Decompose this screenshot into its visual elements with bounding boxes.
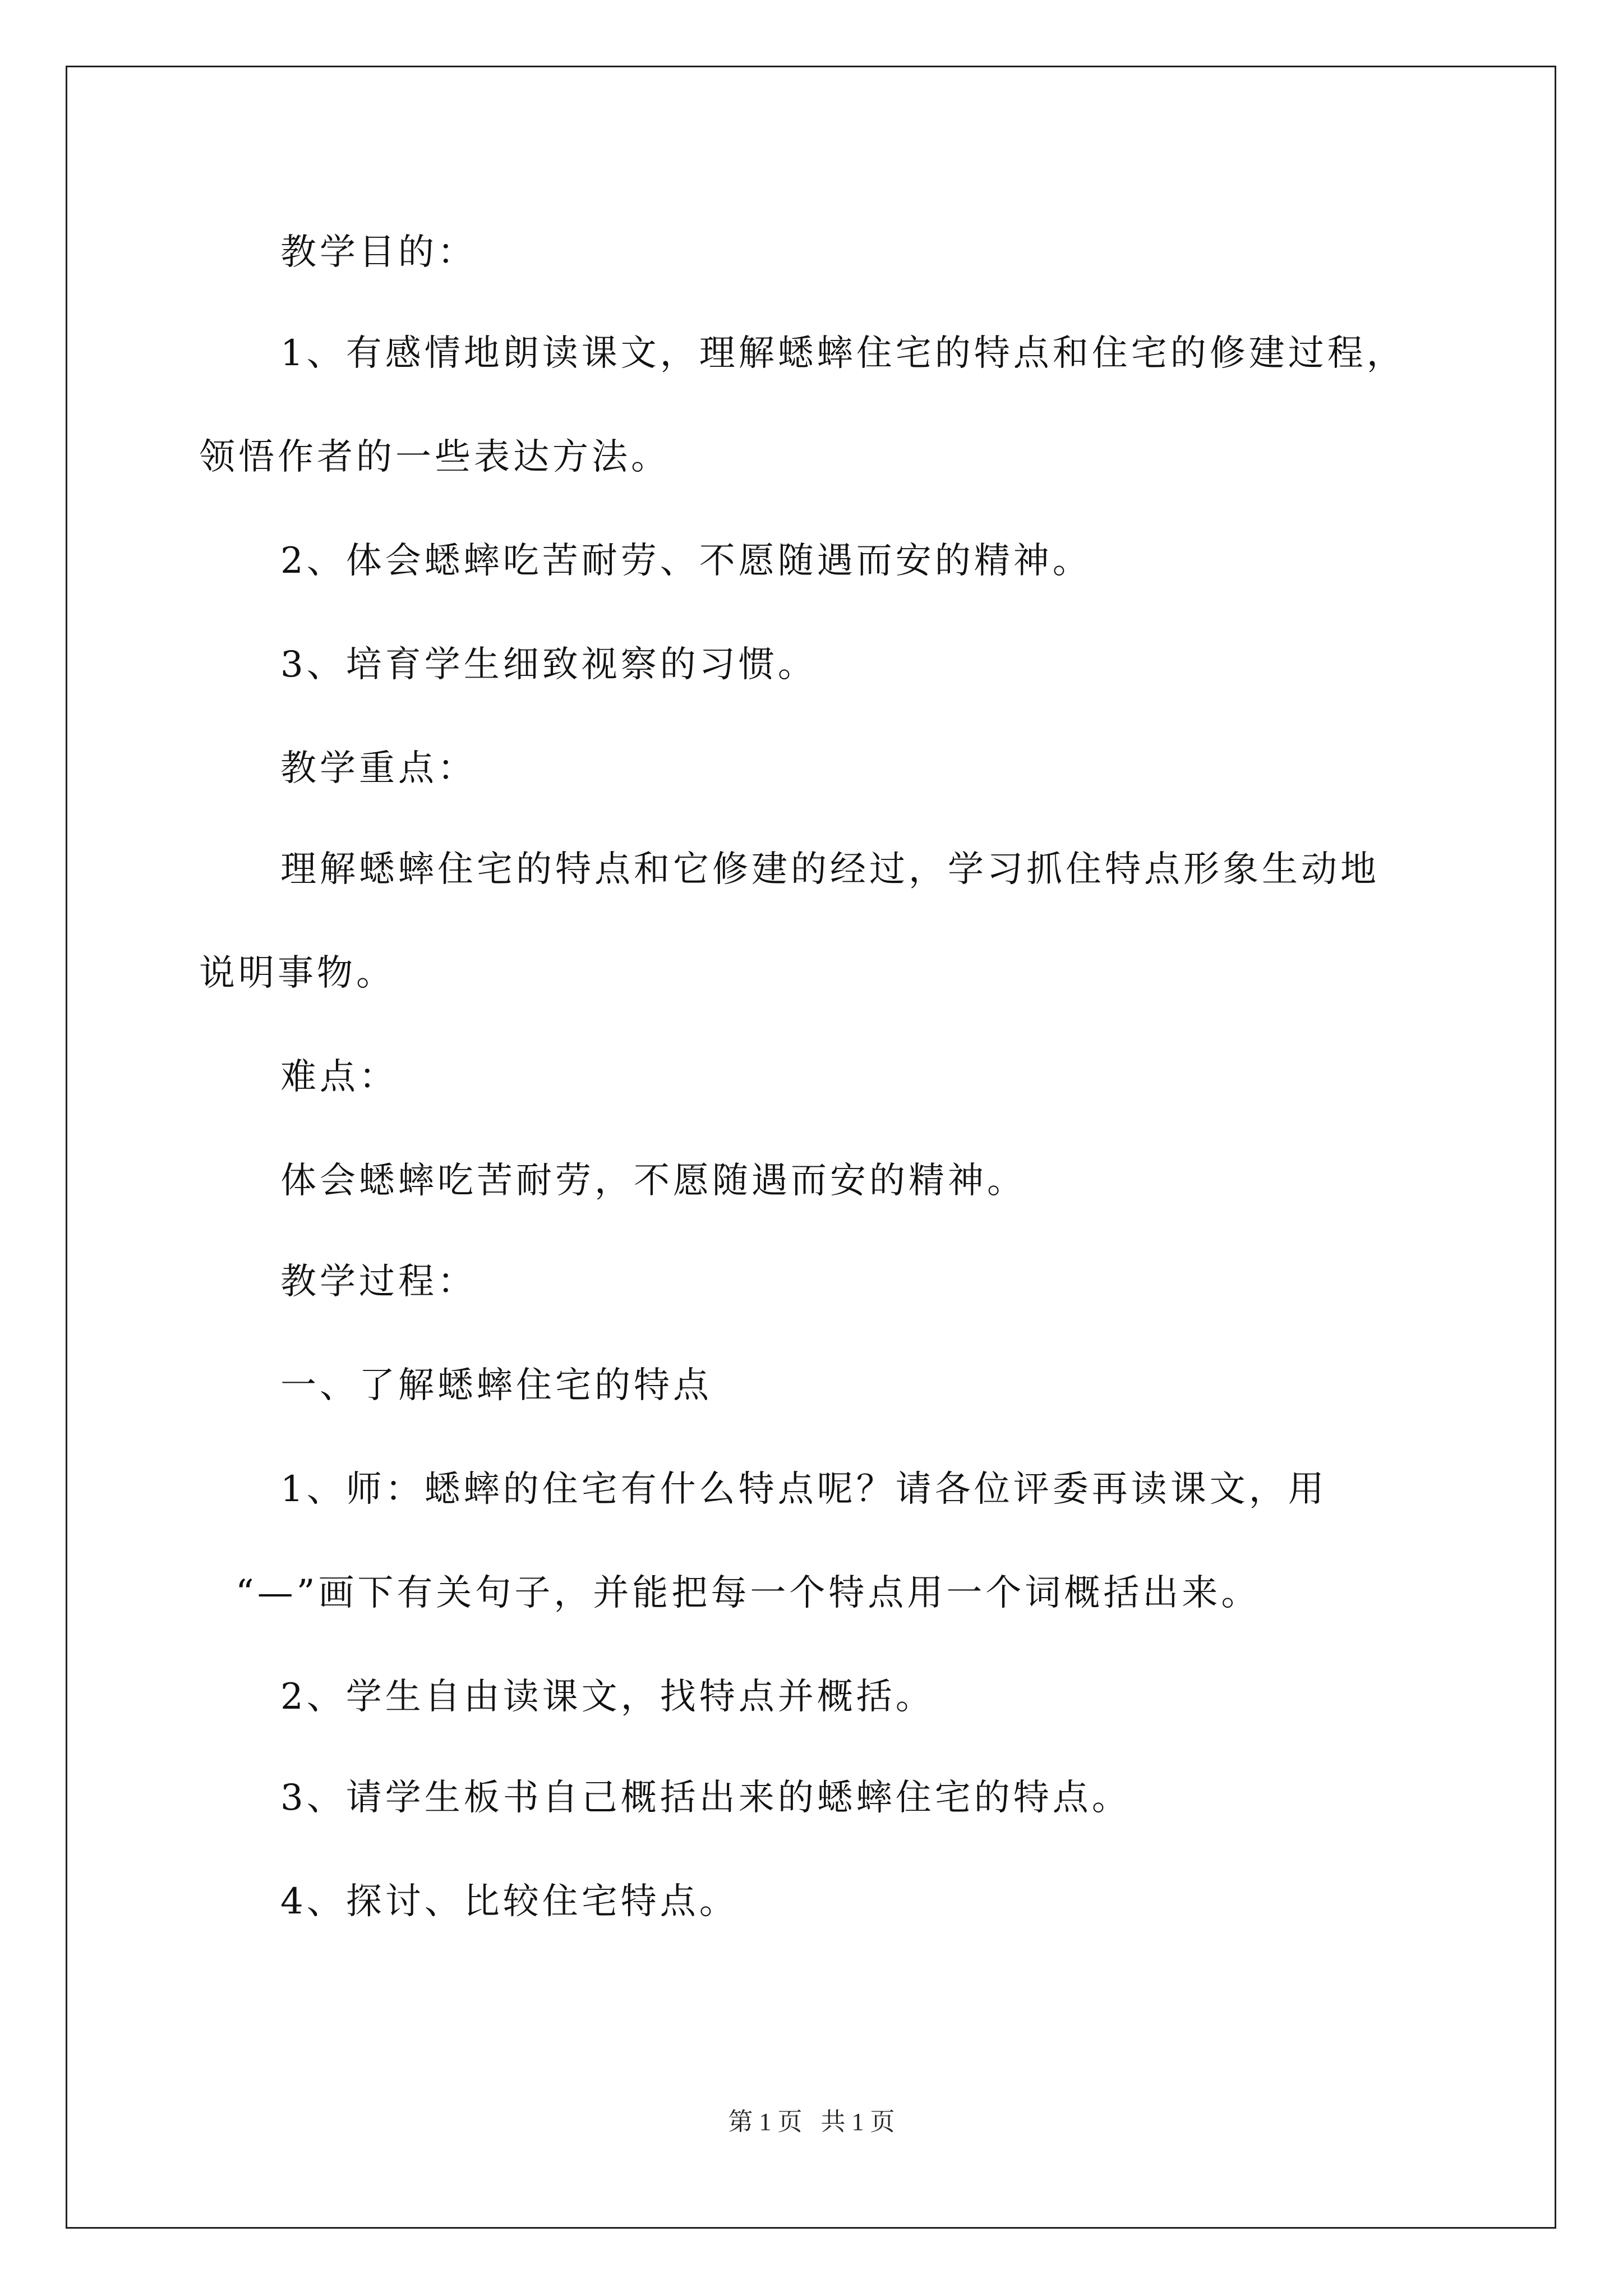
paragraph-line: 3、培育学生细致视察的习惯。 <box>280 644 817 685</box>
paragraph-line: 2、体会蟋蟀吃苦耐劳、不愿随遇而安的精神。 <box>280 540 1092 582</box>
paragraph-line: 1、有感情地朗读课文，理解蟋蟀住宅的特点和住宅的修建过程， <box>280 333 1406 374</box>
paragraph-line: 1、师：蟋蟀的住宅有什么特点呢？请各位评委再读课文，用 <box>280 1469 1327 1510</box>
paragraph-line: 3、请学生板书自己概括出来的蟋蟀住宅的特点。 <box>280 1777 1131 1819</box>
page-footer <box>0 2106 1623 2138</box>
paragraph-line: 领悟作者的一些表达方法。 <box>199 436 670 478</box>
paragraph-line: 体会蟋蟀吃苦耐劳，不愿随遇而安的精神。 <box>280 1160 1026 1202</box>
paragraph-line: 理解蟋蟀住宅的特点和它修建的经过，学习抓住特点形象生动地 <box>280 849 1380 890</box>
paragraph-line: “—”画下有关句子，并能把每一个特点用一个词概括出来。 <box>236 1572 1261 1614</box>
section-heading-key-points: 教学重点： <box>280 748 477 789</box>
paragraph-line: 说明事物。 <box>199 953 395 994</box>
page-number: 第 1 页 共 1 页 <box>728 2108 895 2136</box>
section-heading-process: 教学过程： <box>280 1261 477 1303</box>
section-heading-difficulty: 难点： <box>280 1056 398 1098</box>
paragraph-line: 一、了解蟋蟀住宅的特点 <box>280 1365 712 1406</box>
paragraph-line: 2、学生自由读课文，找特点并概括。 <box>280 1676 935 1718</box>
paragraph-line: 4、探讨、比较住宅特点。 <box>280 1881 739 1922</box>
section-heading-objectives: 教学目的： <box>280 232 477 273</box>
